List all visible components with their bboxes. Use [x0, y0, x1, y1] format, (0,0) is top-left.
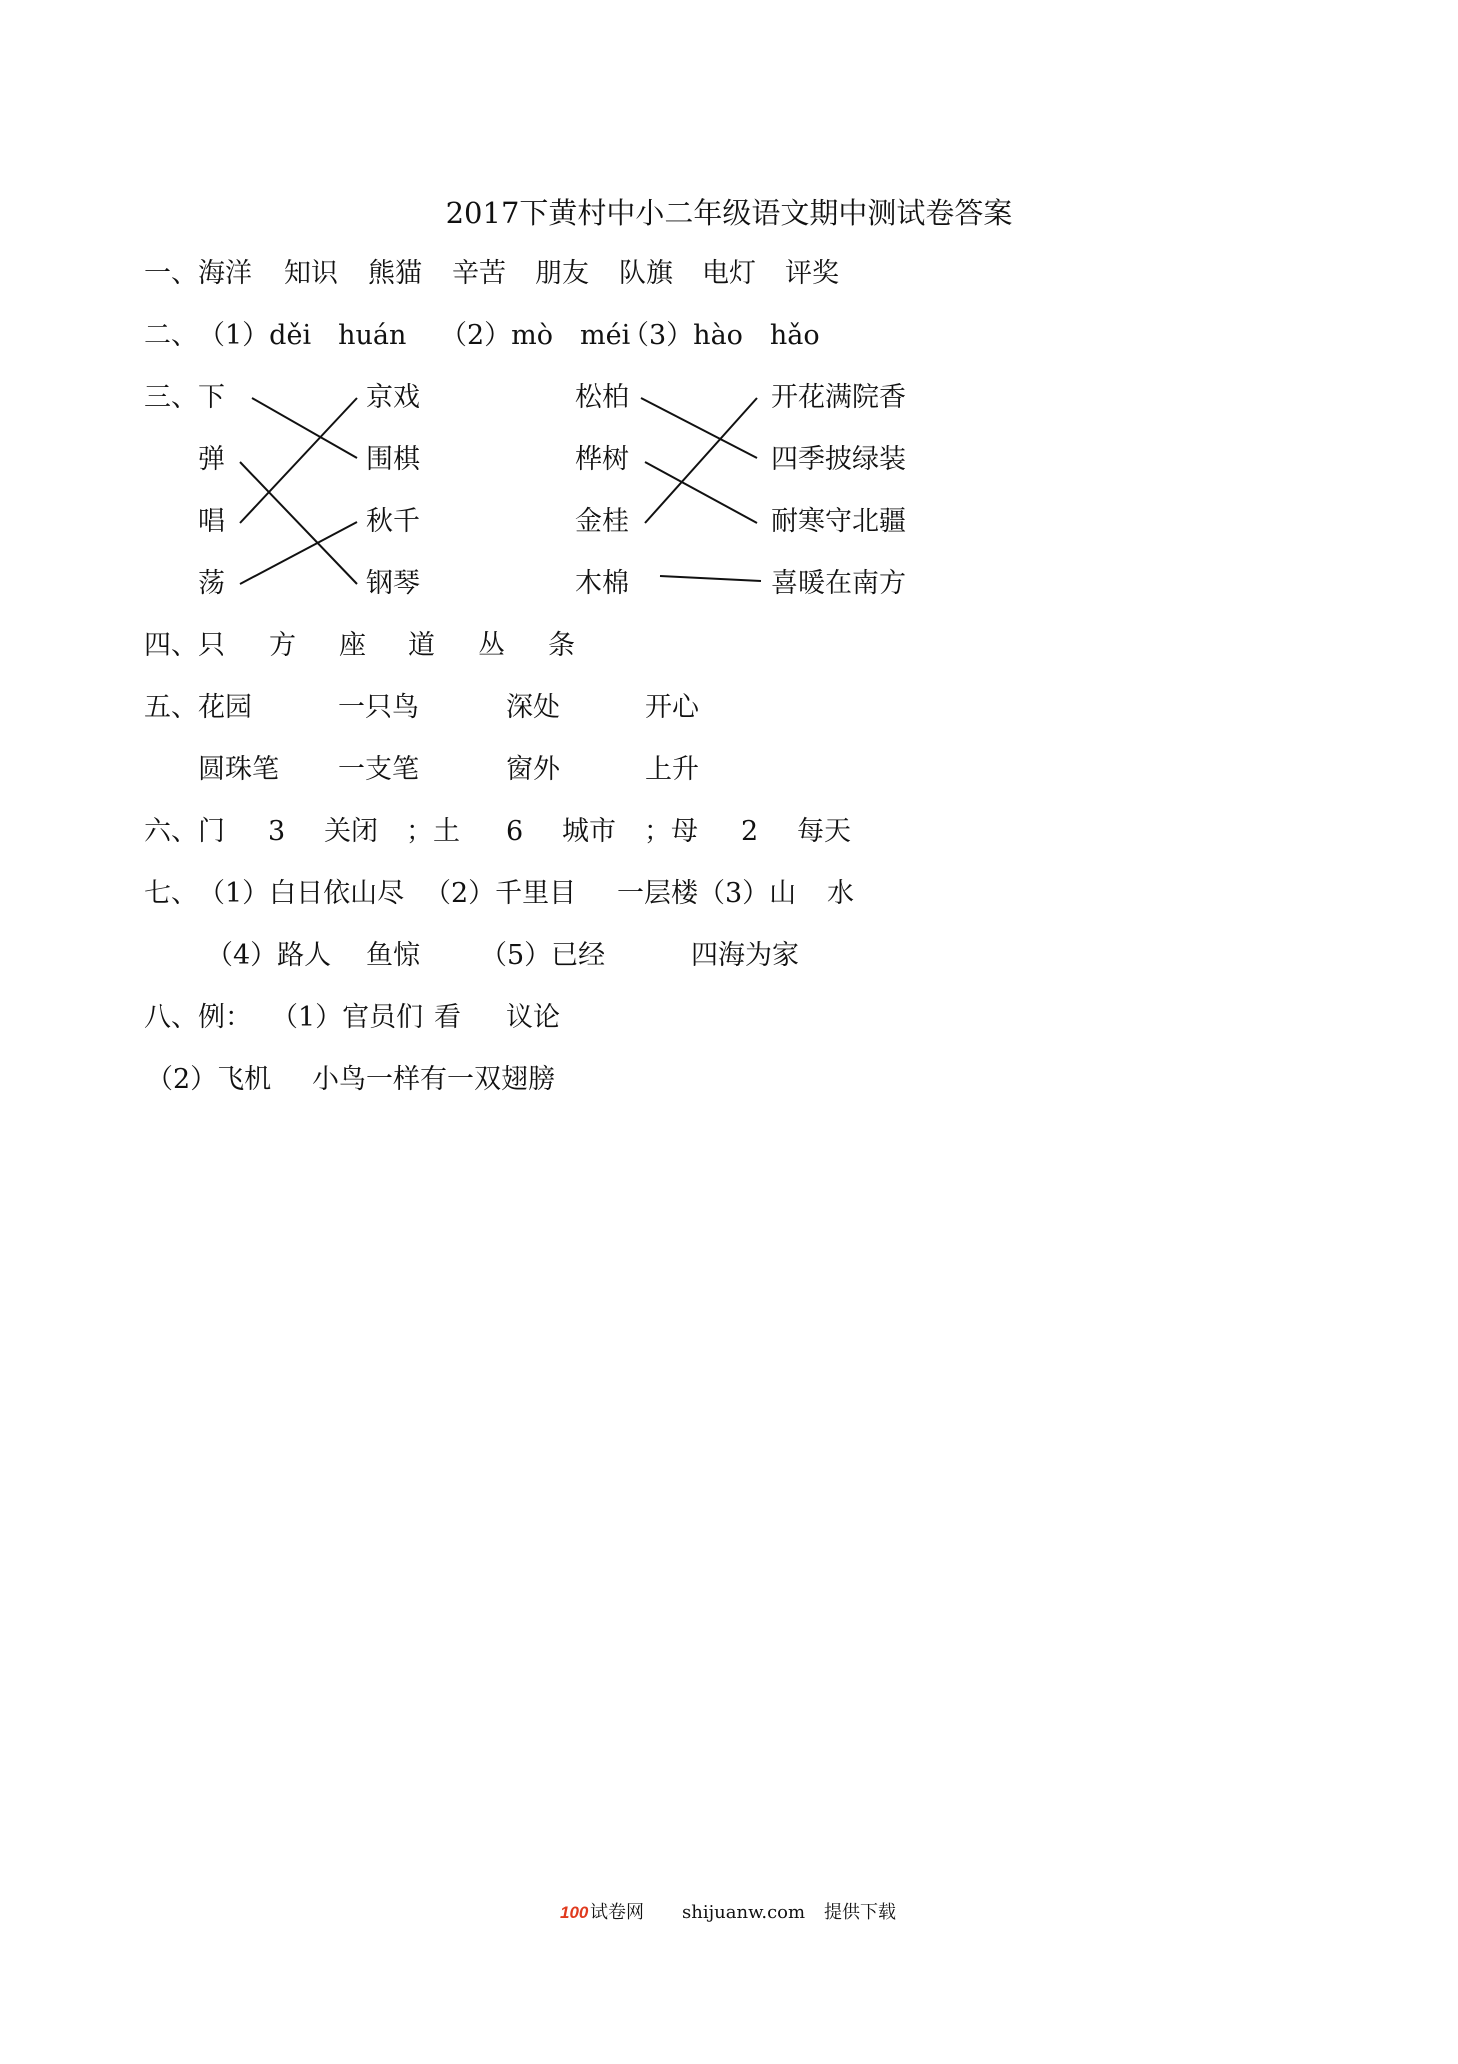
q8-item: （2）飞机: [146, 1064, 272, 1095]
q1-word: 知识: [284, 258, 338, 289]
q3-left-a: 荡: [198, 568, 225, 599]
q5-word: 深处: [506, 692, 560, 723]
q3-left-b: 松柏: [575, 382, 629, 413]
q4-word: 条: [548, 630, 575, 661]
q1-word: 队旗: [619, 258, 673, 289]
q6-item: 关闭: [324, 816, 378, 847]
site-logo: 100: [560, 1903, 589, 1922]
q5-word: 开心: [645, 692, 699, 723]
q5-label: 五、: [144, 692, 198, 723]
footer-note: 提供下载: [824, 1902, 896, 1923]
q4-word: 只: [198, 630, 225, 661]
q6-item: 门: [198, 816, 225, 847]
q7-item: （2）千里目: [424, 878, 577, 909]
q5-word: 窗外: [506, 754, 560, 785]
q4-word: 座: [339, 630, 366, 661]
q2-item: （1）děi huán: [198, 320, 407, 351]
page-title: 2017下黄村中小二年级语文期中测试卷答案: [445, 196, 1013, 230]
q3-right-b: 开花满院香: [771, 382, 906, 413]
q7-item: （1）白日依山尽: [198, 878, 405, 909]
q2-item: （3）hào hǎo: [622, 320, 820, 351]
q7-label: 七、: [144, 878, 198, 909]
q8-item: 议论: [506, 1002, 560, 1033]
match-line: [660, 576, 761, 581]
q2-item: （2）mò méi: [440, 320, 631, 351]
q3-right-a: 钢琴: [366, 568, 420, 599]
q2-label: 二、: [144, 320, 198, 351]
q3-left-a: 下: [198, 382, 225, 413]
q3-left-a: 唱: [198, 506, 225, 537]
q7-item: 水: [827, 878, 854, 909]
match-line: [645, 462, 757, 523]
q6-item: 3: [268, 816, 286, 847]
q8-item: 小鸟一样有一双翅膀: [312, 1064, 555, 1095]
q1-word: 朋友: [535, 258, 589, 289]
q1-word: 海洋: [198, 258, 252, 289]
q3-left-a: 弹: [198, 444, 225, 475]
q1-word: 辛苦: [452, 258, 506, 289]
q6-item: 2: [741, 816, 759, 847]
q5-word: 圆珠笔: [198, 754, 279, 785]
q6-item: 6: [506, 816, 524, 847]
q7-item: （5）已经: [480, 940, 606, 971]
q1-word: 熊猫: [368, 258, 422, 289]
q7-item: 四海为家: [691, 940, 799, 971]
q1-word: 电灯: [702, 258, 756, 289]
q6-label: 六、: [144, 816, 198, 847]
match-line: [645, 398, 757, 523]
q4-word: 丛: [478, 630, 505, 661]
q7-item: 鱼惊: [366, 940, 420, 971]
q4-word: 方: [269, 630, 296, 661]
q7-item: 一层楼（3）山: [617, 878, 797, 909]
q5-word: 一支笔: [338, 754, 419, 785]
q4-label: 四、: [144, 630, 198, 661]
q3-right-b: 喜暖在南方: [771, 568, 906, 599]
q8-item: （1）官员们: [271, 1002, 424, 1033]
q8-label: 八、例：: [144, 1002, 252, 1033]
match-line: [240, 398, 357, 523]
q6-item: ；母: [644, 816, 698, 847]
q8-item: 看: [434, 1002, 461, 1033]
q3-right-b: 四季披绿装: [771, 444, 906, 475]
match-line: [252, 398, 357, 458]
q3-right-a: 围棋: [366, 444, 420, 475]
q3-right-a: 京戏: [366, 382, 420, 413]
q7-item: （4）路人: [206, 940, 332, 971]
q3-right-b: 耐寒守北疆: [771, 506, 906, 537]
q6-item: ；土: [406, 816, 460, 847]
match-line: [240, 462, 357, 584]
q6-item: 城市: [562, 816, 616, 847]
footer-site-url[interactable]: shijuanw.com: [682, 1902, 806, 1923]
q3-left-b: 木棉: [575, 568, 629, 599]
footer-site-name: 试卷网: [590, 1902, 644, 1923]
q5-word: 上升: [645, 754, 699, 785]
q3-left-b: 桦树: [575, 444, 629, 475]
q1-label: 一、: [144, 258, 198, 289]
q5-word: 花园: [198, 692, 252, 723]
match-line: [240, 522, 357, 584]
q6-item: 每天: [797, 816, 851, 847]
q3-label: 三、: [144, 382, 198, 413]
q1-word: 评奖: [785, 258, 839, 289]
q3-right-a: 秋千: [366, 506, 420, 537]
q3-left-b: 金桂: [575, 506, 629, 537]
match-line: [641, 398, 757, 458]
q4-word: 道: [408, 630, 435, 661]
q5-word: 一只鸟: [338, 692, 419, 723]
